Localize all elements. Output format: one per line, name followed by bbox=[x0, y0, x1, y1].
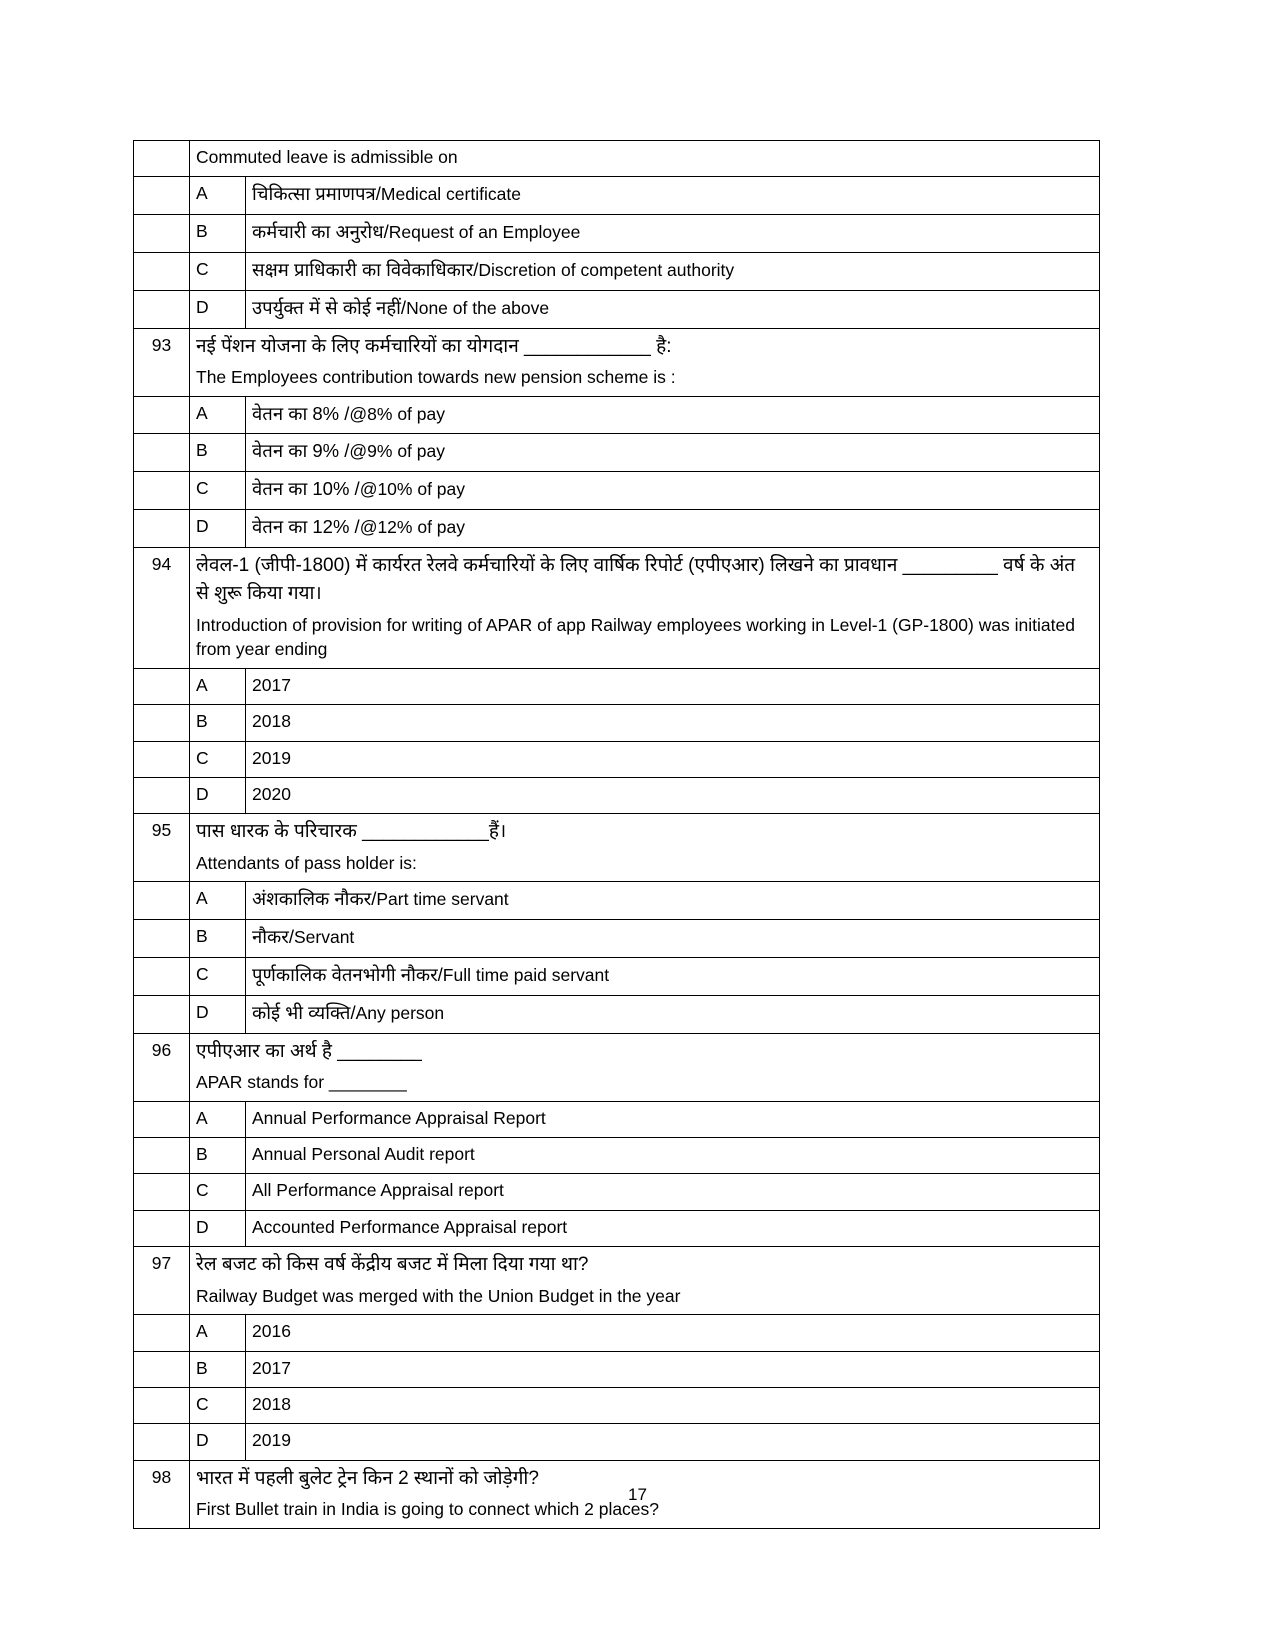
table-row bbox=[134, 814, 1100, 882]
option-label: A bbox=[190, 668, 246, 704]
question-text bbox=[190, 1033, 1100, 1101]
question-number-blank bbox=[134, 472, 190, 510]
table-row bbox=[134, 434, 1100, 472]
option-label: D bbox=[190, 778, 246, 814]
table-row bbox=[134, 1247, 1100, 1315]
option-label: C bbox=[190, 1174, 246, 1210]
option-text-en: @10% of pay bbox=[359, 479, 466, 500]
option-text-en: Full time paid servant bbox=[442, 965, 610, 985]
option-text bbox=[246, 253, 1100, 291]
question-text-en: Railway Budget was merged with the Union Budget in the year bbox=[196, 1285, 681, 1306]
table-row bbox=[134, 1387, 1100, 1423]
option-text-hi: कोई भी व्यक्ति/ bbox=[252, 1001, 356, 1023]
question-sheet bbox=[133, 140, 1099, 1529]
option-text-en: @8% of pay bbox=[349, 403, 445, 424]
table-row bbox=[134, 995, 1100, 1033]
question-number-blank bbox=[134, 396, 190, 434]
option-label: B bbox=[190, 215, 246, 253]
question-number-blank bbox=[134, 1210, 190, 1246]
option-label: C bbox=[190, 958, 246, 996]
option-label: B bbox=[190, 920, 246, 958]
question-text-en: Attendants of pass holder is: bbox=[196, 852, 417, 873]
question-table-body bbox=[134, 141, 1100, 1529]
question-number: 97 bbox=[134, 1247, 190, 1315]
question-text-hi: भारत में पहली बुलेट ट्रेन किन 2 स्थानों को जोड़ेगी? bbox=[196, 1467, 539, 1489]
option-text-en: @12% of pay bbox=[359, 517, 466, 538]
option-label: B bbox=[190, 434, 246, 472]
option-label: C bbox=[190, 1387, 246, 1423]
option-text: All Performance Appraisal report bbox=[246, 1174, 1100, 1210]
question-number: 96 bbox=[134, 1033, 190, 1101]
question-number-blank bbox=[134, 1174, 190, 1210]
table-row bbox=[134, 1033, 1100, 1101]
question-number-blank bbox=[134, 177, 190, 215]
option-text bbox=[246, 177, 1100, 215]
option-text: 2020 bbox=[246, 778, 1100, 814]
table-row bbox=[134, 472, 1100, 510]
question-text-hi: रेल बजट को किस वर्ष केंद्रीय बजट में मिला दिया गया था? bbox=[196, 1254, 589, 1276]
option-text-hi: वेतन का 9% / bbox=[252, 440, 350, 462]
table-row bbox=[134, 920, 1100, 958]
option-label: D bbox=[190, 510, 246, 548]
table-row bbox=[134, 741, 1100, 777]
question-text: Commuted leave is admissible on bbox=[190, 141, 1100, 177]
question-number-blank bbox=[134, 1101, 190, 1137]
option-text-hi: चिकित्सा प्रमाणपत्र/ bbox=[252, 183, 381, 205]
option-text bbox=[246, 215, 1100, 253]
option-text-en: Discretion of competent authority bbox=[478, 260, 735, 280]
option-label: A bbox=[190, 882, 246, 920]
table-row bbox=[134, 1174, 1100, 1210]
question-number-blank bbox=[134, 778, 190, 814]
question-number-blank bbox=[134, 920, 190, 958]
option-label: B bbox=[190, 1138, 246, 1174]
option-text: 2019 bbox=[246, 741, 1100, 777]
question-text-hi: एपीएआर का अर्थ है ________ bbox=[196, 1040, 422, 1062]
question-number: 95 bbox=[134, 814, 190, 882]
option-label: D bbox=[190, 995, 246, 1033]
question-number-blank bbox=[134, 1138, 190, 1174]
table-row bbox=[134, 1351, 1100, 1387]
option-label: D bbox=[190, 290, 246, 328]
question-number: 94 bbox=[134, 547, 190, 668]
question-text bbox=[190, 547, 1100, 668]
option-label: D bbox=[190, 1424, 246, 1460]
table-row bbox=[134, 396, 1100, 434]
table-row bbox=[134, 141, 1100, 177]
question-number-blank bbox=[134, 290, 190, 328]
table-row bbox=[134, 1138, 1100, 1174]
table-row bbox=[134, 547, 1100, 668]
table-row bbox=[134, 177, 1100, 215]
question-number bbox=[134, 141, 190, 177]
question-number-blank bbox=[134, 958, 190, 996]
option-text: 2018 bbox=[246, 1387, 1100, 1423]
table-row bbox=[134, 328, 1100, 396]
option-label: D bbox=[190, 1210, 246, 1246]
option-text: 2018 bbox=[246, 705, 1100, 741]
question-number-blank bbox=[134, 668, 190, 704]
question-number-blank bbox=[134, 882, 190, 920]
question-number-blank bbox=[134, 741, 190, 777]
question-number-blank bbox=[134, 253, 190, 291]
option-text bbox=[246, 434, 1100, 472]
option-label: C bbox=[190, 253, 246, 291]
question-text-hi: पास धारक के परिचारक ____________हैं। bbox=[196, 821, 507, 843]
option-text-hi: सक्षम प्राधिकारी का विवेकाधिकार/ bbox=[252, 259, 479, 280]
question-number-blank bbox=[134, 510, 190, 548]
option-text bbox=[246, 396, 1100, 434]
question-text bbox=[190, 814, 1100, 882]
question-number-blank bbox=[134, 215, 190, 253]
option-text-en: None of the above bbox=[406, 297, 550, 318]
table-row bbox=[134, 1315, 1100, 1351]
option-text-hi: नौकर/ bbox=[252, 926, 294, 948]
question-text-hi: नई पेंशन योजना के लिए कर्मचारियों का योगदान ____________ है: bbox=[196, 335, 672, 357]
table-row bbox=[134, 510, 1100, 548]
option-text-en: Request of an Employee bbox=[388, 222, 581, 243]
option-text: 2017 bbox=[246, 668, 1100, 704]
option-text bbox=[246, 882, 1100, 920]
option-text bbox=[246, 510, 1100, 548]
page-number: 17 bbox=[628, 1485, 647, 1504]
option-text: 2016 bbox=[246, 1315, 1100, 1351]
question-text-en: APAR stands for ________ bbox=[196, 1072, 407, 1093]
option-text-hi: वेतन का 10% / bbox=[252, 478, 360, 500]
table-row bbox=[134, 778, 1100, 814]
option-text bbox=[246, 472, 1100, 510]
option-text-en: Any person bbox=[355, 1002, 445, 1023]
question-text-en: First Bullet train in India is going to connect which 2 places? bbox=[196, 1499, 660, 1520]
option-label: A bbox=[190, 396, 246, 434]
option-text: Accounted Performance Appraisal report bbox=[246, 1210, 1100, 1246]
option-text-en: @9% of pay bbox=[349, 441, 445, 462]
question-text bbox=[190, 328, 1100, 396]
option-text-hi: कर्मचारी का अनुरोध/ bbox=[252, 221, 389, 243]
option-label: A bbox=[190, 1101, 246, 1137]
option-text-hi: उपर्युक्त में से कोई नहीं/ bbox=[252, 296, 407, 318]
option-label: C bbox=[190, 472, 246, 510]
question-text bbox=[190, 1247, 1100, 1315]
question-text-en: Introduction of provision for writing of APAR of app Railway employees working in Level-1 (GP-1800) was initiated from year ending bbox=[196, 614, 1075, 660]
table-row bbox=[134, 1424, 1100, 1460]
option-label: C bbox=[190, 741, 246, 777]
option-label: A bbox=[190, 177, 246, 215]
option-text-en: Part time servant bbox=[376, 889, 509, 910]
table-row bbox=[134, 215, 1100, 253]
table-row bbox=[134, 882, 1100, 920]
question-number: 93 bbox=[134, 328, 190, 396]
question-number-blank bbox=[134, 434, 190, 472]
option-text: 2017 bbox=[246, 1351, 1100, 1387]
option-text-hi: वेतन का 8% / bbox=[252, 402, 350, 424]
option-text-hi: वेतन का 12% / bbox=[252, 516, 360, 538]
option-label: B bbox=[190, 1351, 246, 1387]
question-text-en: The Employees contribution towards new pension scheme is : bbox=[196, 367, 676, 388]
table-row bbox=[134, 253, 1100, 291]
option-text bbox=[246, 920, 1100, 958]
option-label: B bbox=[190, 705, 246, 741]
question-number-blank bbox=[134, 1315, 190, 1351]
table-row bbox=[134, 1210, 1100, 1246]
option-text-en: Medical certificate bbox=[380, 184, 521, 205]
option-text-en: Servant bbox=[293, 927, 355, 948]
option-text: Annual Performance Appraisal Report bbox=[246, 1101, 1100, 1137]
question-number-blank bbox=[134, 705, 190, 741]
table-row bbox=[134, 290, 1100, 328]
table-row bbox=[134, 705, 1100, 741]
option-text bbox=[246, 995, 1100, 1033]
question-table bbox=[133, 140, 1100, 1529]
question-number: 98 bbox=[134, 1460, 190, 1528]
question-text-hi: लेवल-1 (जीपी-1800) में कार्यरत रेलवे कर्मचारियों के लिए वार्षिक रिपोर्ट (एपीएआर) लिखने का प्रावधान _________ वर्ष के अंत से शुरू किया गया। bbox=[196, 554, 1076, 605]
option-label: A bbox=[190, 1315, 246, 1351]
option-text: 2019 bbox=[246, 1424, 1100, 1460]
option-text bbox=[246, 290, 1100, 328]
option-text: Annual Personal Audit report bbox=[246, 1138, 1100, 1174]
question-number-blank bbox=[134, 995, 190, 1033]
option-text-hi: पूर्णकालिक वेतनभोगी नौकर/ bbox=[252, 964, 443, 985]
question-number-blank bbox=[134, 1387, 190, 1423]
question-number-blank bbox=[134, 1424, 190, 1460]
question-number-blank bbox=[134, 1351, 190, 1387]
option-text-hi: अंशकालिक नौकर/ bbox=[252, 888, 377, 910]
option-text bbox=[246, 958, 1100, 996]
table-row bbox=[134, 958, 1100, 996]
table-row bbox=[134, 1101, 1100, 1137]
table-row bbox=[134, 668, 1100, 704]
